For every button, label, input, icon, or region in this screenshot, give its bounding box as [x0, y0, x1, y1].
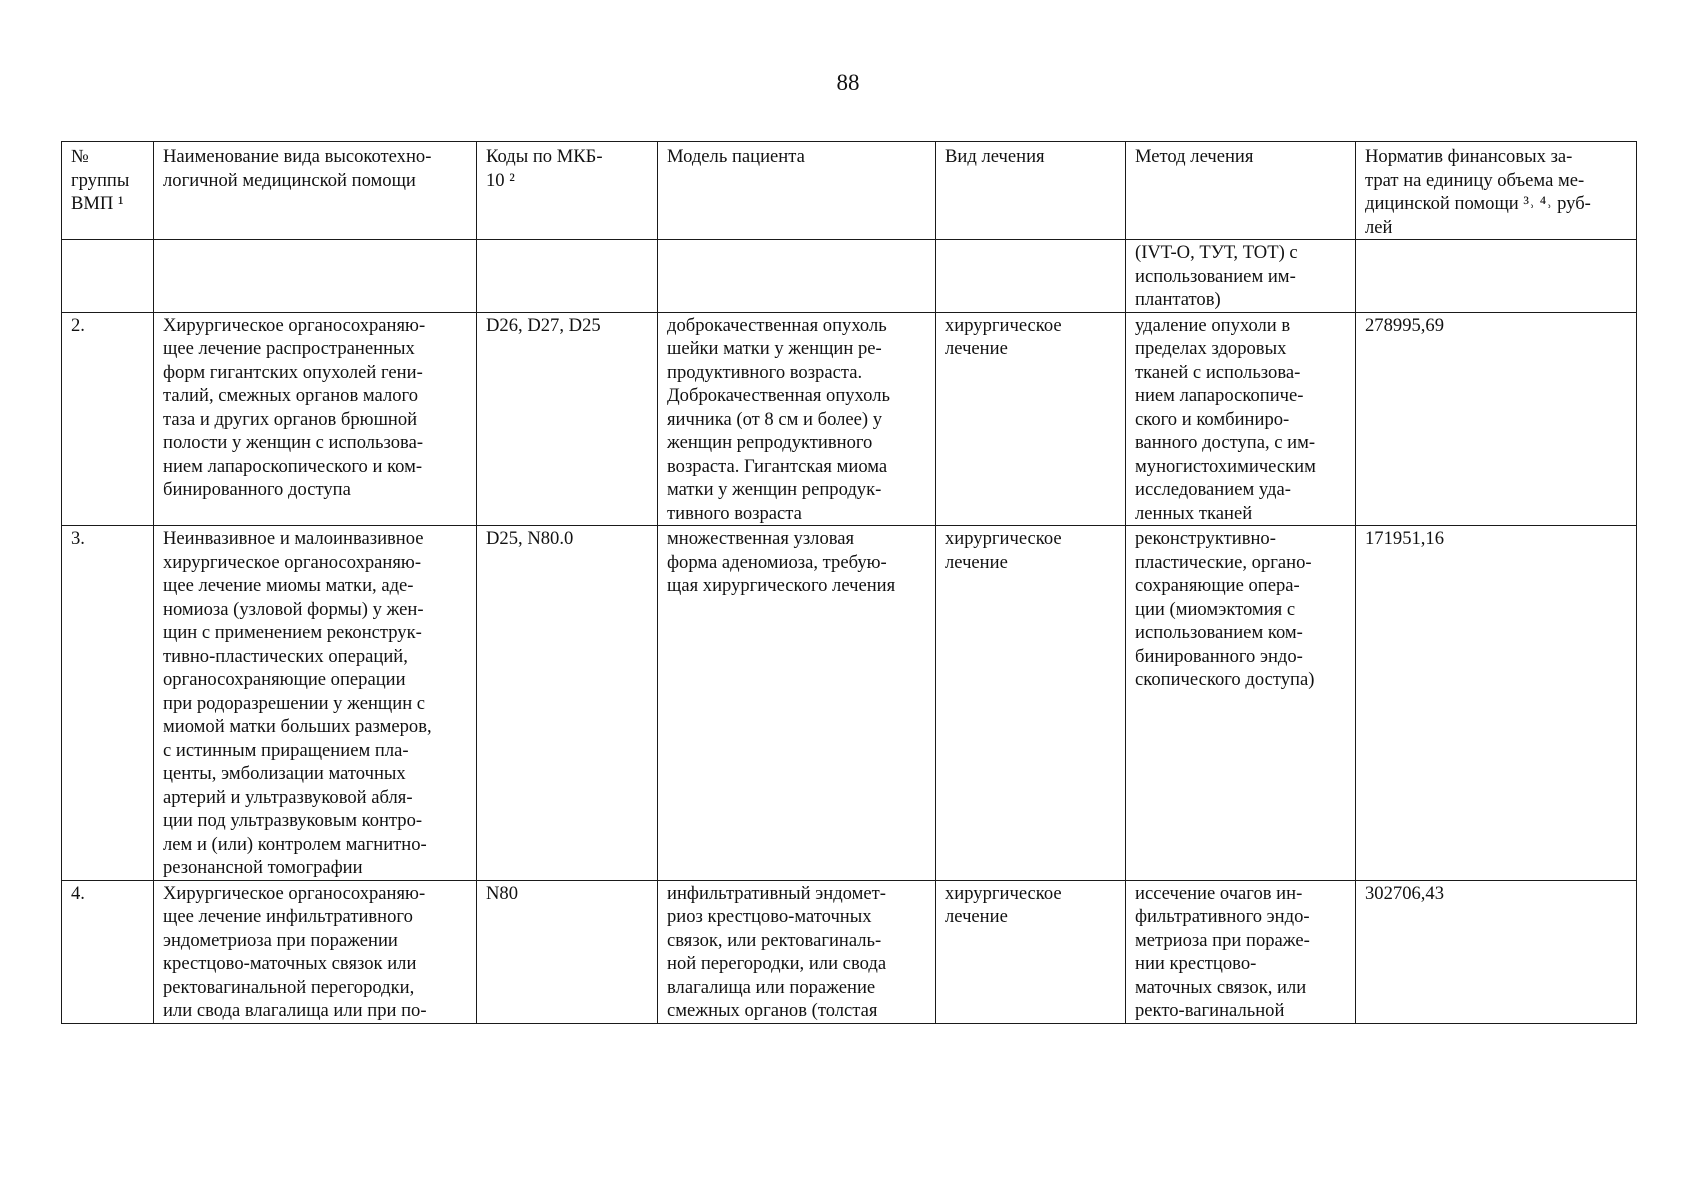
table-header-row [62, 142, 1637, 240]
header-name: Наименование вида высокотехно- логичной медицинской помощи [154, 142, 477, 240]
cell-method: реконструктивно- пластические, органо- сохраняющие опера- ции (миомэктомия с использованием ком- бинированного эндо- скопического доступа) [1126, 526, 1356, 881]
cell-treatment-type: хирургическое лечение [936, 312, 1126, 526]
header-patient-model: Модель пациента [658, 142, 936, 240]
cell-patient-model [658, 240, 936, 313]
cell-name: Хирургическое органосохраняю- щее лечение распространенных форм гигантских опухолей гени- талий, смежных органов малого таза и других органов брюшной полости у женщин с использова- нием лапароскопического и ком- бинированного доступа [154, 312, 477, 526]
cell-norm: 171951,16 [1356, 526, 1637, 881]
table-row [62, 312, 1637, 526]
cell-name: Неинвазивное и малоинвазивное хирургическое органосохраняю- щее лечение миомы матки, аде- номиоза (узловой формы) у жен- щин с применением реконструк- тивно-пластических операций, органосохраняющие операции при родоразрешении у женщин с миомой матки больших размеров, с истинным приращением пла- центы, эмболизации маточных артерий и ультразвуковой абля- ции под ультразвуковым контро- лем и (или) контролем магнитно- резонансной томографии [154, 526, 477, 881]
table-row [62, 880, 1637, 1023]
cell-group: 3. [62, 526, 154, 881]
cell-norm: 302706,43 [1356, 880, 1637, 1023]
cell-treatment-type [936, 240, 1126, 313]
cell-codes: N80 [477, 880, 658, 1023]
cell-codes [477, 240, 658, 313]
table-row [62, 526, 1637, 881]
cell-group: 4. [62, 880, 154, 1023]
vmp-table [61, 141, 1637, 1024]
cell-norm [1356, 240, 1637, 313]
cell-group: 2. [62, 312, 154, 526]
cell-patient-model: доброкачественная опухоль шейки матки у женщин ре- продуктивного возраста. Доброкачественная опухоль яичника (от 8 см и более) у женщин репродуктивного возраста. Гигантская миома матки у женщин репродук- тивного возраста [658, 312, 936, 526]
header-codes: Коды по МКБ- 10 ² [477, 142, 658, 240]
table-row [62, 240, 1637, 313]
cell-norm: 278995,69 [1356, 312, 1637, 526]
cell-method: удаление опухоли в пределах здоровых тканей с использова- нием лапароскопиче- ского и комбиниро- ванного доступа, с им- муногистохимическим исследованием уда- ленных тканей [1126, 312, 1356, 526]
header-treatment-type: Вид лечения [936, 142, 1126, 240]
cell-treatment-type: хирургическое лечение [936, 526, 1126, 881]
page-number: 88 [836, 70, 860, 95]
cell-group [62, 240, 154, 313]
cell-treatment-type: хирургическое лечение [936, 880, 1126, 1023]
header-norm: Норматив финансовых за- трат на единицу объема ме- дицинской помощи ³˒ ⁴˒ руб- лей [1356, 142, 1637, 240]
cell-method: (IVT-O, ТУТ, ТОТ) с использованием им- плантатов) [1126, 240, 1356, 313]
header-group: № группы ВМП ¹ [62, 142, 154, 240]
cell-name: Хирургическое органосохраняю- щее лечение инфильтративного эндометриоза при поражении крестцово-маточных связок или ректовагинальной перегородки, или свода влагалища или при по- [154, 880, 477, 1023]
cell-name [154, 240, 477, 313]
header-method: Метод лечения [1126, 142, 1356, 240]
cell-patient-model: множественная узловая форма аденомиоза, требую- щая хирургического лечения [658, 526, 936, 881]
cell-codes: D25, N80.0 [477, 526, 658, 881]
cell-codes: D26, D27, D25 [477, 312, 658, 526]
cell-method: иссечение очагов ин- фильтративного эндо- метриоза при пораже- нии крестцово- маточных связок, или ректо-вагинальной [1126, 880, 1356, 1023]
cell-patient-model: инфильтративный эндомет- риоз крестцово-маточных связок, или ректовагиналь- ной перегородки, или свода влагалища или поражение смежных органов (толстая [658, 880, 936, 1023]
